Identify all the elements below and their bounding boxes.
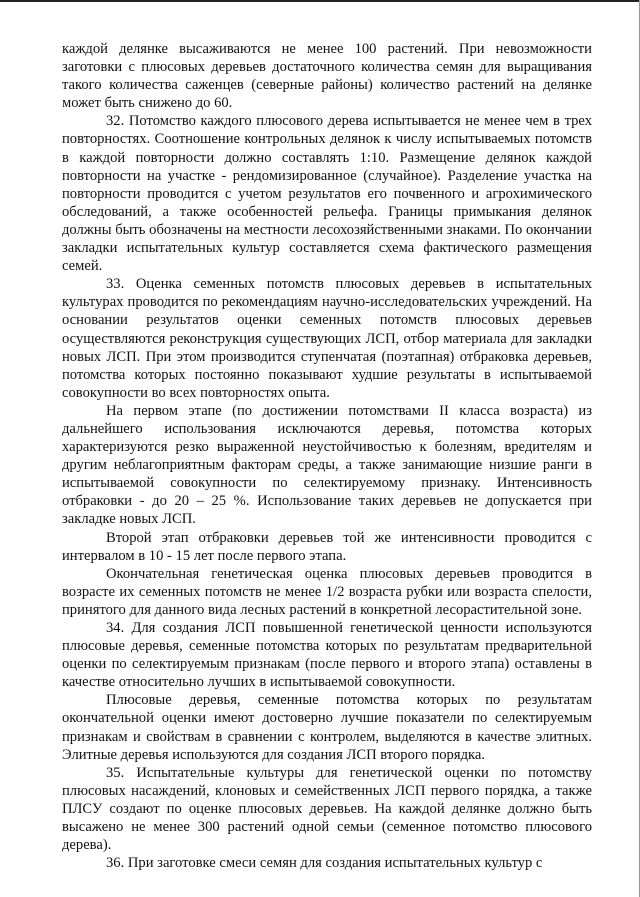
paragraph-33: 33. Оценка семенных потомств плюсовых деревьев в испытательных культурах проводится по рекомендациям научно-исследовательских учреждений. На основании результатов оценки семенных потомств плюсовых деревьев осуществляются реконструкция существующих ЛСП, отбор материала для закладки новых ЛСП. При этом производится ступенчатая (поэтапная) отбраковка деревьев, потомства которых постоянно показывают худшие результаты в испытываемой совокупности во всех повторностях опыта. [62,276,592,401]
paragraph-continuation: каждой делянке высаживаются не менее 100 растений. При невозможности заготовки с плюсовых деревьев достаточного количества семян для выращивания такого количества саженцев (северные районы) количество растений на делянке может быть снижено до 60. [62,41,592,112]
document-page [62,40,592,872]
paragraph-second-stage: Второй этап отбраковки деревьев той же интенсивности проводится с интервалом в 10 - 15 лет после первого этапа. [62,529,592,564]
paragraph-34: 34. Для создания ЛСП повышенной генетической ценности используются плюсовые деревья, семенные потомства которых по результатам предварительной оценки по селектируемым признакам (после первого и второго этапа) оставлены в качестве относительно лучших в испытываемой совокупности. [62,620,592,691]
paragraph-elite-trees: Плюсовые деревья, семенные потомства которых по результатам окончательной оценки имеют достоверно лучшие показатели по селектируемым признакам и свойствам в сравнении с контролем, выделяются в качестве элитных. Элитные деревья используются для создания ЛСП второго порядка. [62,692,592,763]
scan-top-edge [0,0,640,2]
paragraph-final-assessment: Окончательная генетическая оценка плюсовых деревьев проводится в возрасте их семенных потомств не менее 1/2 возраста рубки или возраста спелости, принятого для данного вида лесных растений в конкретной лесорастительной зоне. [62,565,592,618]
paragraph-32: 32. Потомство каждого плюсового дерева испытывается не менее чем в трех повторностях. Соотношение контрольных делянок к числу испытываемых потомств в каждой повторности должно составлять 1:10. Размещение делянок каждой повторности на участке - рендомизированное (случайное). Разделение участка на повторности проводится с учетом результатов его почвенного и агрохимического обследований, а также особенностей рельефа. Границы примыкания делянок должны быть обозначены на местности лесохозяйственными знаками. По окончании закладки испытательных культур составляется схема фактического размещения семей. [62,113,592,275]
paragraph-first-stage: На первом этапе (по достижении потомствами II класса возраста) из дальнейшего использования исключаются деревья, потомства которых характеризуются резко выраженной неустойчивостью к болезням, вредителям и другим неблагоприятным факторам среды, а также занимающие низшие ранги в испытываемой совокупности по селектируемому признаку. Интенсивность отбраковки - до 20 – 25 %. Использование таких деревьев не допускается при закладке новых ЛСП. [62,402,592,528]
paragraph-36: 36. При заготовке смеси семян для создания испытательных культур с [106,855,543,872]
paragraph-35: 35. Испытательные культуры для генетической оценки по потомству плюсовых насаждений, клоновых и семейственных ЛСП первого порядка, а также ПЛСУ создают по оценке плюсовых деревьев. На каждой делянке должно быть высажено не менее 300 растений одной семьи (семенное потомство плюсового дерева). [62,764,592,854]
